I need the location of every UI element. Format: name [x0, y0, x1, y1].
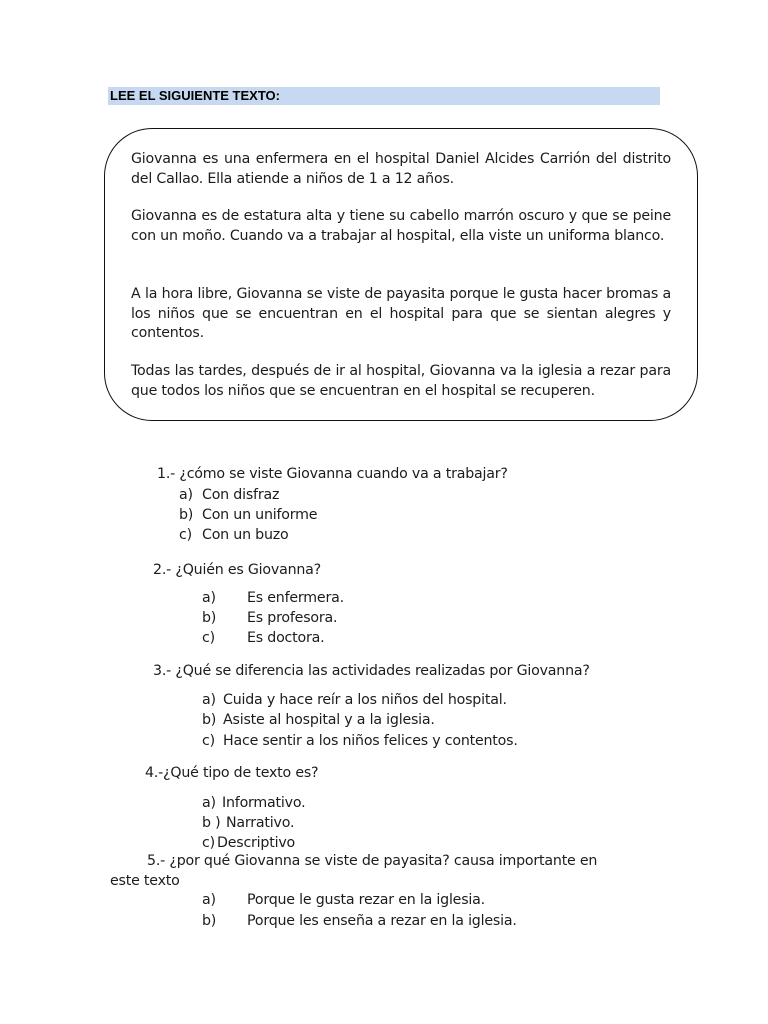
q2-option-a: Es enfermera.	[247, 590, 344, 606]
q4-option-b: Narrativo.	[226, 815, 295, 831]
q3-option-c: Hace sentir a los niños felices y contentos.	[223, 733, 518, 749]
q5-option-a: Porque le gusta rezar en la iglesia.	[247, 892, 485, 908]
question-5: 5.- ¿por qué Giovanna se viste de payasita? causa importante en	[147, 853, 598, 869]
reading-paragraph-4: Todas las tardes, después de ir al hospital, Giovanna va la iglesia a rezar para que todos los niños que se encuentran en el hospital se recuperen.	[131, 363, 671, 399]
question-2: 2.- ¿Quién es Giovanna?	[153, 562, 321, 578]
q2-option-c: Es doctora.	[247, 630, 325, 646]
q2-option-b: Es profesora.	[247, 610, 338, 626]
q1-option-a-letter: a)	[179, 487, 193, 503]
q5-option-a-letter: a)	[202, 892, 216, 908]
question-4: 4.-¿Qué tipo de texto es?	[145, 765, 319, 781]
q3-option-b: Asiste al hospital y a la iglesia.	[223, 712, 435, 728]
q4-option-a: Informativo.	[222, 795, 306, 811]
q5-option-b-letter: b)	[202, 913, 217, 929]
q1-option-b-letter: b)	[179, 507, 194, 523]
q2-option-c-letter: c)	[202, 630, 215, 646]
reading-paragraph-2: Giovanna es de estatura alta y tiene su cabello marrón oscuro y que se peine con un moño. Cuando va a trabajar al hospital, ella viste un uniforma blanco.	[131, 208, 671, 244]
question-3: 3.- ¿Qué se diferencia las actividades realizadas por Giovanna?	[153, 663, 590, 679]
q3-option-b-letter: b)	[202, 712, 217, 728]
q1-option-c-letter: c)	[179, 527, 192, 543]
q3-option-a: Cuida y hace reír a los niños del hospital.	[223, 692, 507, 708]
q1-option-b: Con un uniforme	[202, 507, 318, 523]
reading-paragraph-3: A la hora libre, Giovanna se viste de payasita porque le gusta hacer bromas a los niños que se encuentran en el hospital para que se sientan alegres y contentos.	[131, 286, 671, 341]
section-heading: LEE EL SIGUIENTE TEXTO:	[108, 87, 660, 105]
q3-option-a-letter: a)	[202, 692, 216, 708]
q3-option-c-letter: c)	[202, 733, 215, 749]
q2-option-b-letter: b)	[202, 610, 217, 626]
q4-option-b-letter: b )	[202, 815, 221, 831]
q1-option-a: Con disfraz	[202, 487, 280, 503]
question-1: 1.- ¿cómo se viste Giovanna cuando va a trabajar?	[157, 466, 508, 482]
q5-option-b: Porque les enseña a rezar en la iglesia.	[247, 913, 517, 929]
question-5-continuation: este texto	[110, 873, 180, 889]
reading-paragraph-1: Giovanna es una enfermera en el hospital Daniel Alcides Carrión del distrito del Callao. Ella atiende a niños de 1 a 12 años.	[131, 151, 671, 187]
q4-option-a-letter: a)	[202, 795, 216, 811]
q1-option-c: Con un buzo	[202, 527, 289, 543]
q4-option-c: Descriptivo	[217, 835, 296, 851]
q4-option-c-letter: c)	[202, 835, 215, 851]
q2-option-a-letter: a)	[202, 590, 216, 606]
